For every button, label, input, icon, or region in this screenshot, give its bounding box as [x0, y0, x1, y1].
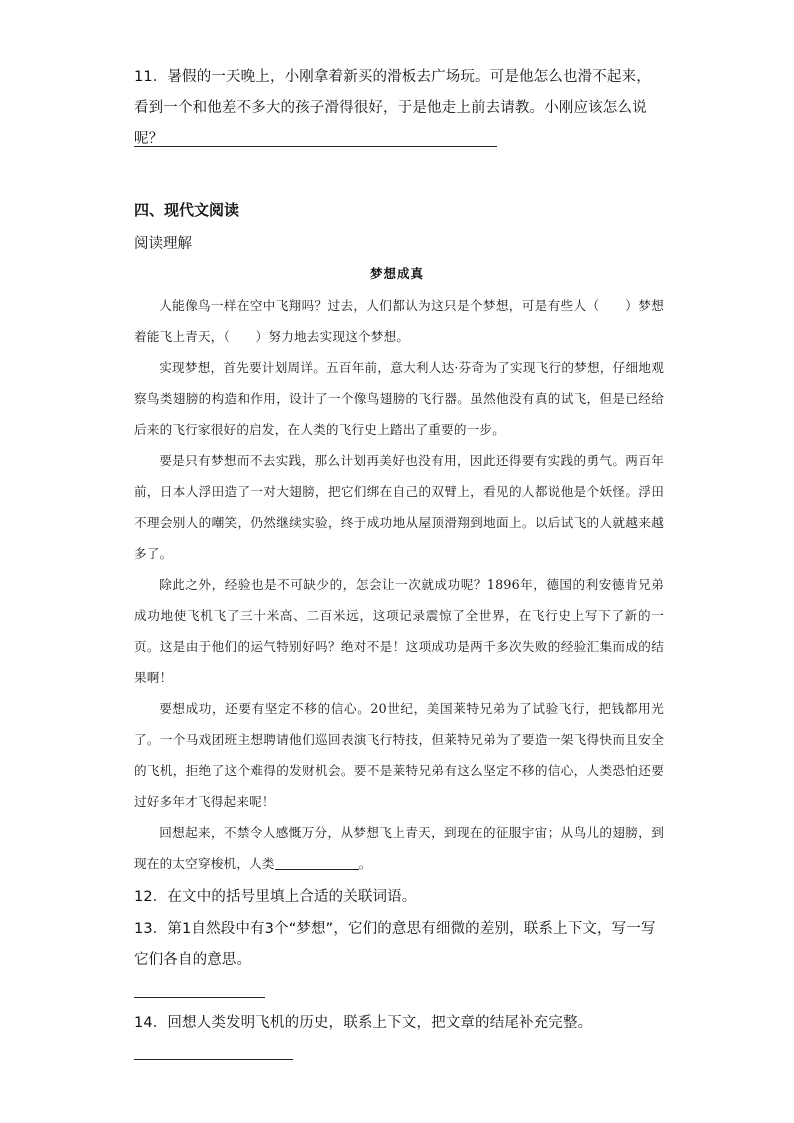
article-paragraph-6-text: 回想起来，不禁令人感慨万分，从梦想飞上青天，到现在的征服宇宙；从鸟儿的翅膀，到现在的太空穿梭机，人类 [134, 825, 664, 871]
section-label: 阅读理解 [134, 236, 192, 252]
article-body [134, 290, 664, 879]
answer-line-11[interactable] [134, 146, 497, 147]
article-paragraph-6 [134, 817, 664, 879]
question-14: 14．回想人类发明飞机的历史，联系上下文，把文章的结尾补充完整。 [134, 1015, 593, 1031]
ending-blank[interactable] [275, 855, 359, 870]
question-11: 11．暑假的一天晚上，小刚拿着新买的滑板去广场玩。可是他怎么也滑不起来，看到一个和他差不多大的孩子滑得很好，于是他走上前去请教。小刚应该怎么说呢？ [134, 69, 651, 147]
article-paragraph-2: 实现梦想，首先要计划周详。五百年前，意大利人达·芬奇为了实现飞行的梦想，仔细地观察鸟类翅膀的构造和作用，设计了一个像鸟翅膀的飞行器。虽然他没有真的试飞，但是已经给后来的飞行家很好的启发，在人类的飞行史上踏出了重要的一步。 [134, 360, 664, 437]
answer-line-13[interactable] [134, 997, 265, 998]
article-paragraph-1: 人能像鸟一样在空中飞翔吗？过去，人们都认为这只是个梦想，可是有些人（ ）梦想着能飞上青天，（ ）努力地去实现这个梦想。 [134, 298, 664, 344]
article-title: 梦想成真 [369, 266, 424, 281]
question-12: 12．在文中的括号里填上合适的关联词语。 [134, 889, 417, 905]
article-paragraph-3: 要是只有梦想而不去实践，那么计划再美好也没有用，因此还得要有实践的勇气。两百年前，日本人浮田造了一对大翅膀，把它们绑在自己的双臂上，看见的人都说他是个妖怪。浮田不理会别人的嘲笑，仍然继续实验，终于成功地从屋顶滑翔到地面上。以后试飞的人就越来越多了。 [134, 453, 664, 561]
article-paragraph-5: 要想成功，还要有坚定不移的信心。20世纪，美国莱特兄弟为了试验飞行，把钱都用光了。一个马戏团班主想聘请他们巡回表演飞行特技，但莱特兄弟为了要造一架飞得快而且安全的飞机，拒绝了这个难得的发财机会。要不是莱特兄弟有这么坚定不移的信心，人类恐怕还要过好多年才飞得起来呢！ [134, 701, 664, 809]
section-title: 四、现代文阅读 [134, 201, 240, 219]
article-paragraph-4: 除此之外，经验也是不可缺少的，怎会让一次就成功呢？1896年，德国的利安德肯兄弟成功地使飞机飞了三十米高、二百米远，这项记录震惊了全世界，在飞行史上写下了新的一页。这是由于他们的运气特别好吗？绝对不是！这项成功是两千多次失败的经验汇集而成的结果啊！ [134, 577, 664, 685]
question-13: 13．第1自然段中有3个“梦想”，它们的意思有细微的差别，联系上下文，写一写它们各自的意思。 [134, 921, 656, 968]
answer-line-14[interactable] [134, 1059, 293, 1060]
article-paragraph-6-end: 。 [358, 856, 372, 871]
